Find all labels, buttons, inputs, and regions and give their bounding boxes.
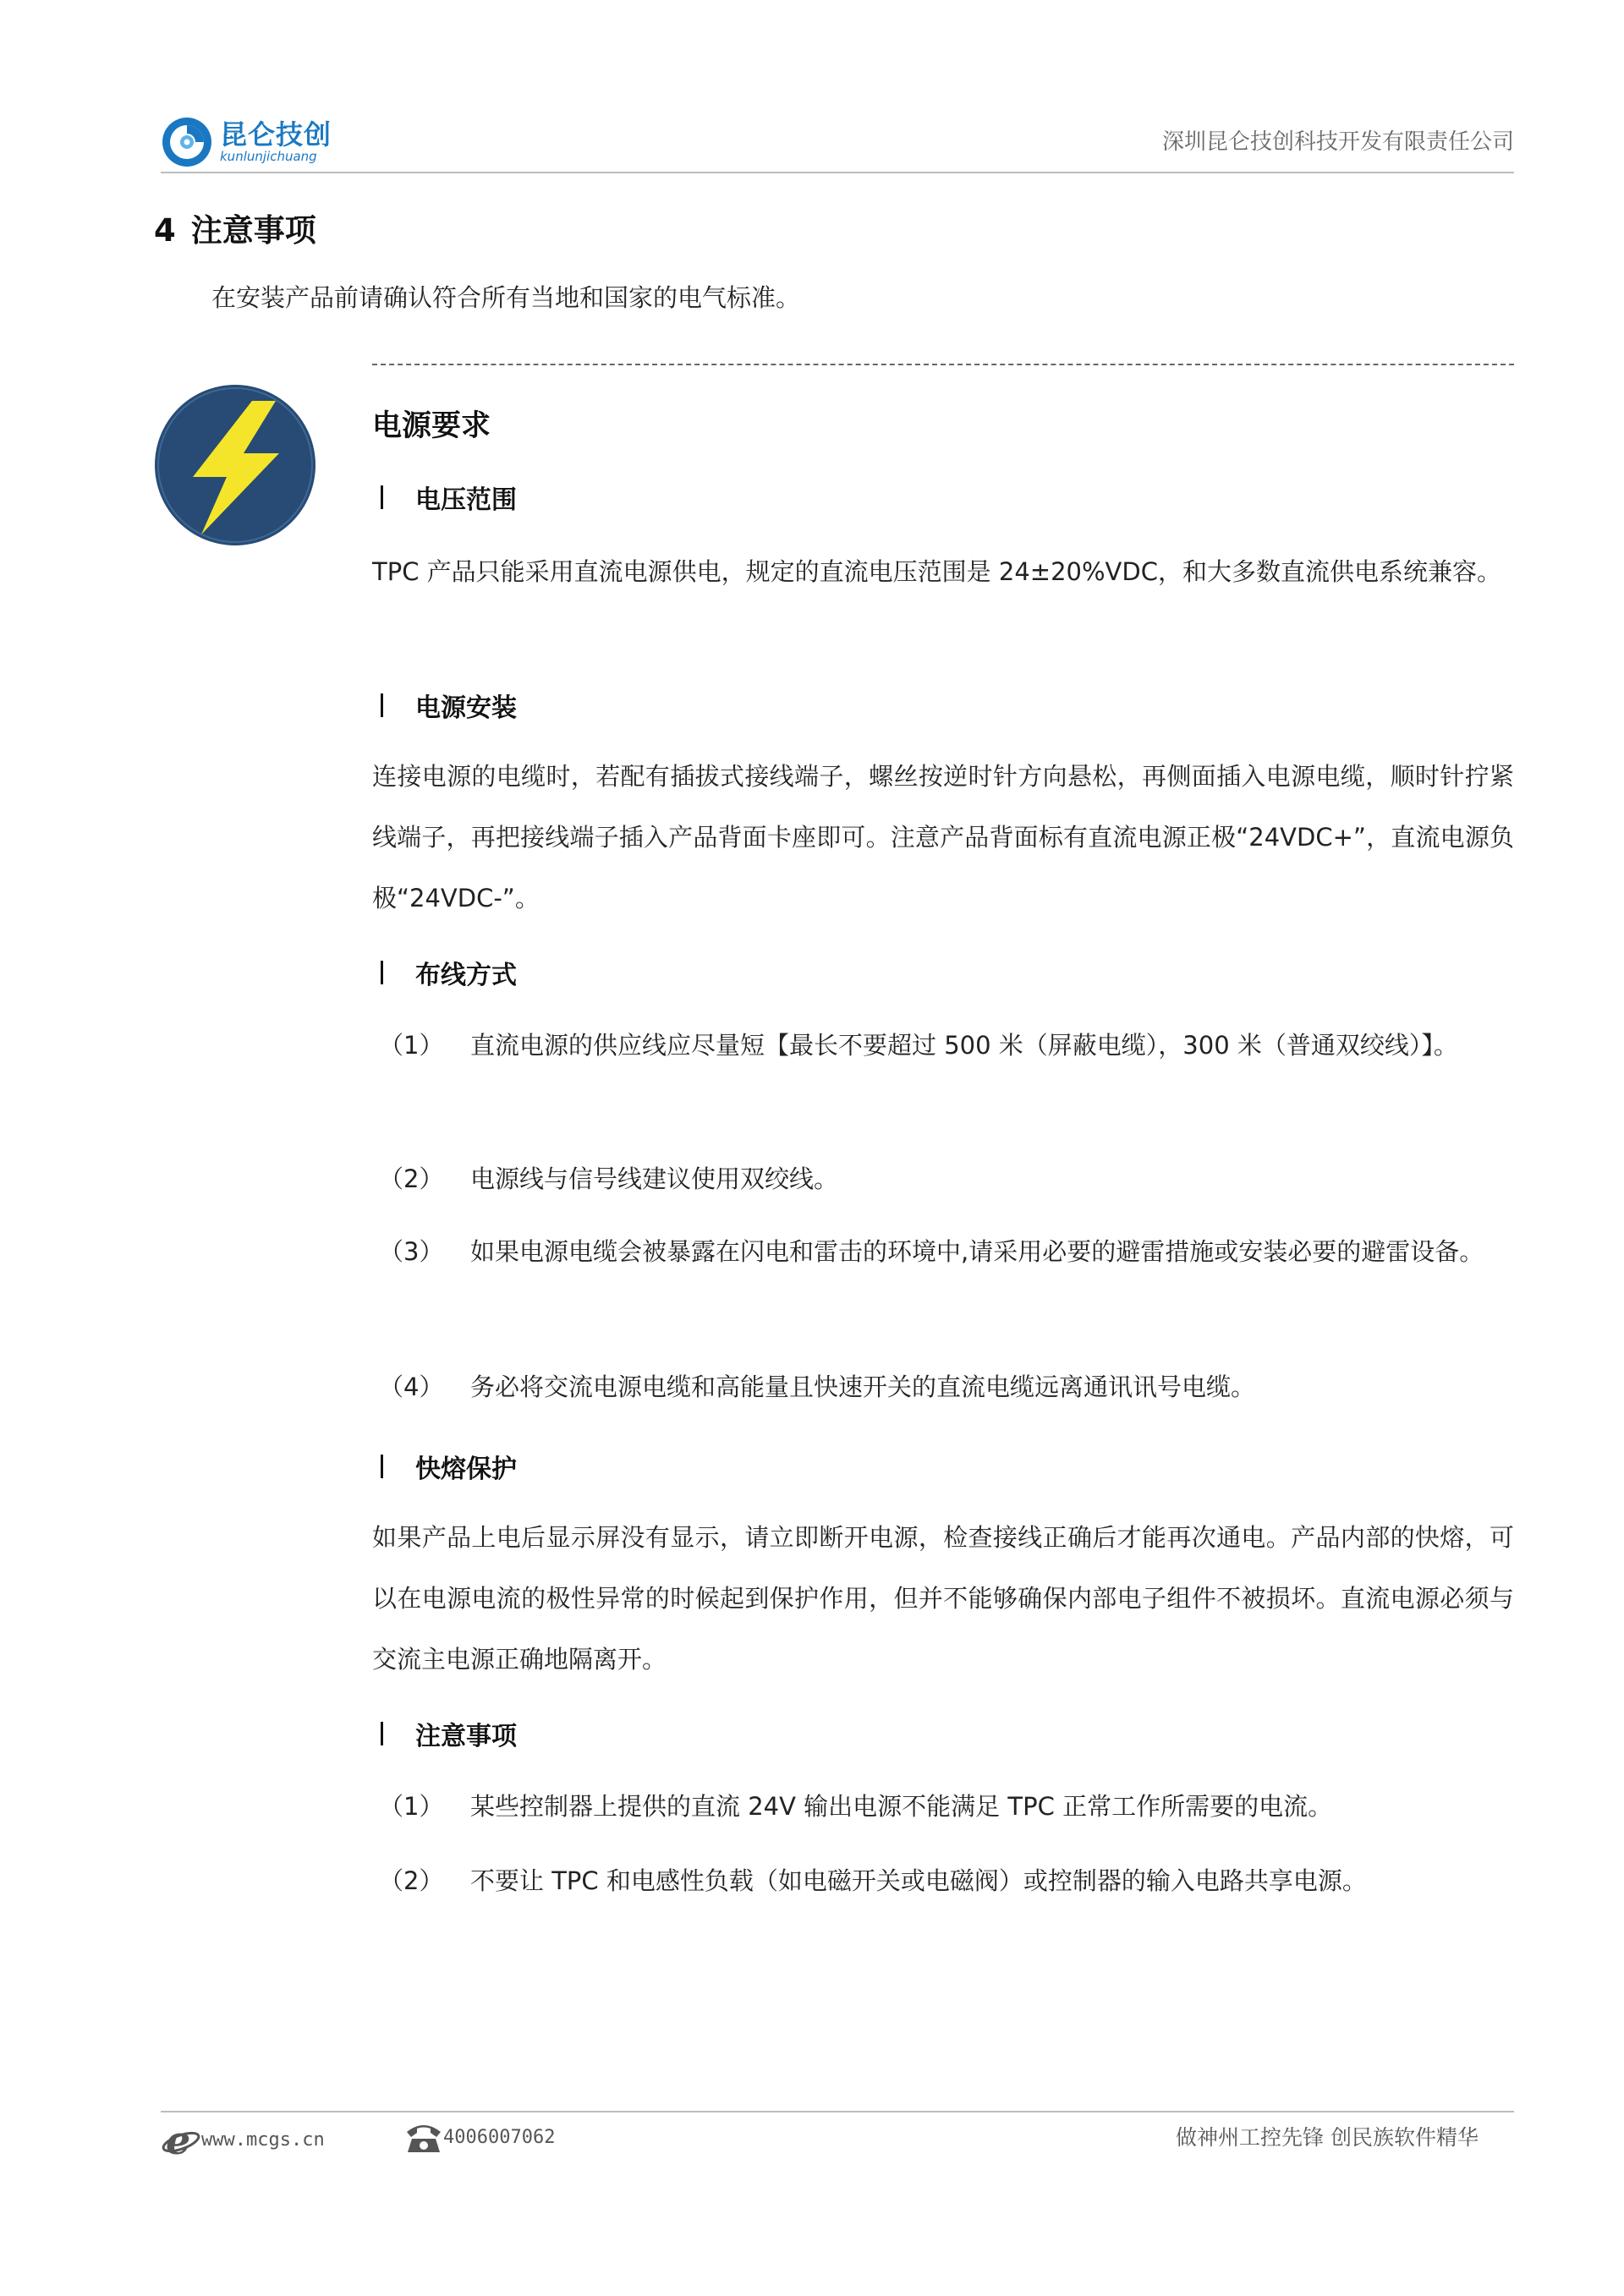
list-text: 不要让 TPC 和电感性负载（如电磁开关或电磁阀）或控制器的输入电路共享电源。 [470,1866,1367,1895]
list-item [379,1850,1514,1911]
list-index: （1） [379,1792,444,1821]
logo-swirl-icon [161,116,213,168]
list-item [379,1148,1514,1209]
page-header [161,106,1514,173]
subheading-label: 布线方式 [415,961,517,990]
list-index: （3） [379,1237,444,1266]
footer-phone [404,2118,555,2156]
list-text: 直流电源的供应线应尽量短【最长不要超过 500 米（屏蔽电缆），300 米（普通双绞线）】。 [470,1031,1458,1060]
list-item [379,1356,1514,1417]
list-item [379,1221,1514,1282]
list-text: 某些控制器上提供的直流 24V 输出电源不能满足 TPC 正常工作所需要的电流。 [470,1792,1333,1821]
phone-text: 4006007062 [443,2126,556,2148]
company-name: 深圳昆仑技创科技开发有限责任公司 [1161,129,1514,155]
internet-e-icon [161,2118,201,2161]
footer-slogan: 做神州工控先锋 创民族软件精华 [1176,2125,1479,2150]
footer-website [161,2118,325,2161]
bullet-bar [381,961,383,984]
subheading-label: 快熔保护 [415,1455,517,1484]
section-number: 4 [154,212,176,249]
subheading-notes [381,1715,517,1752]
bullet-bar [381,1722,383,1745]
subheading-fuse [381,1448,517,1485]
list-text: 务必将交流电源电缆和高能量且快速开关的直流电缆远离通讯讯号电缆。 [470,1373,1256,1401]
subheading-label: 注意事项 [415,1722,517,1751]
page-footer [161,2111,1514,2112]
list-index: （2） [379,1164,444,1193]
list-text: 如果电源电缆会被暴露在闪电和雷击的环境中,请采用必要的避雷措施或安装必要的避雷设备。 [470,1237,1484,1266]
paragraph-voltage: TPC 产品只能采用直流电源供电，规定的直流电压范围是 24±20%VDC，和大多数直流供电系统兼容。 [372,557,1501,586]
list-index: （4） [379,1373,444,1401]
website-text: www.mcgs.cn [201,2129,325,2151]
subheading-label: 电源安装 [415,693,517,723]
list-index: （2） [379,1866,444,1895]
logo-text-en: kunlunjichuang [220,149,317,164]
subheading-voltage [381,479,517,516]
company-logo [161,116,332,168]
bullet-bar [381,693,383,717]
subheading-label: 电压范围 [415,485,517,515]
dashed-divider [372,364,1514,365]
section-intro: 在安装产品前请确认符合所有当地和国家的电气标准。 [211,283,801,312]
list-text: 电源线与信号线建议使用双绞线。 [470,1164,839,1193]
bullet-bar [381,485,383,509]
svg-text:e: e [166,2118,191,2161]
paragraph-install: 连接电源的电缆时，若配有插拔式接线端子，螺丝按逆时针方向悬松，再侧面插入电源电缆，顺时针拧紧线端子，再把接线端子插入产品背面卡座即可。注意产品背面标有直流电源正极“24VDC+”，直流电源负极“24VDC-”。 [372,762,1514,912]
list-item [379,1015,1514,1076]
subheading-wiring [381,954,517,991]
logo-text-cn: 昆仑技创 [220,118,332,151]
section-heading [154,205,316,250]
list-index: （1） [379,1031,444,1060]
telephone-icon [404,2118,443,2156]
list-item [379,1776,1514,1837]
subheading-install [381,687,517,724]
paragraph-fuse: 如果产品上电后显示屏没有显示，请立即断开电源，检查接线正确后才能再次通电。产品内部的快熔，可以在电源电流的极性异常的时候起到保护作用，但并不能够确保内部电子组件不被损坏。直流电源必须与交流主电源正确地隔离开。 [372,1523,1514,1674]
section-title: 注意事项 [190,212,316,249]
bullet-bar [381,1455,383,1478]
power-requirements-title: 电源要求 [372,409,491,443]
lightning-bolt-icon [152,382,318,548]
